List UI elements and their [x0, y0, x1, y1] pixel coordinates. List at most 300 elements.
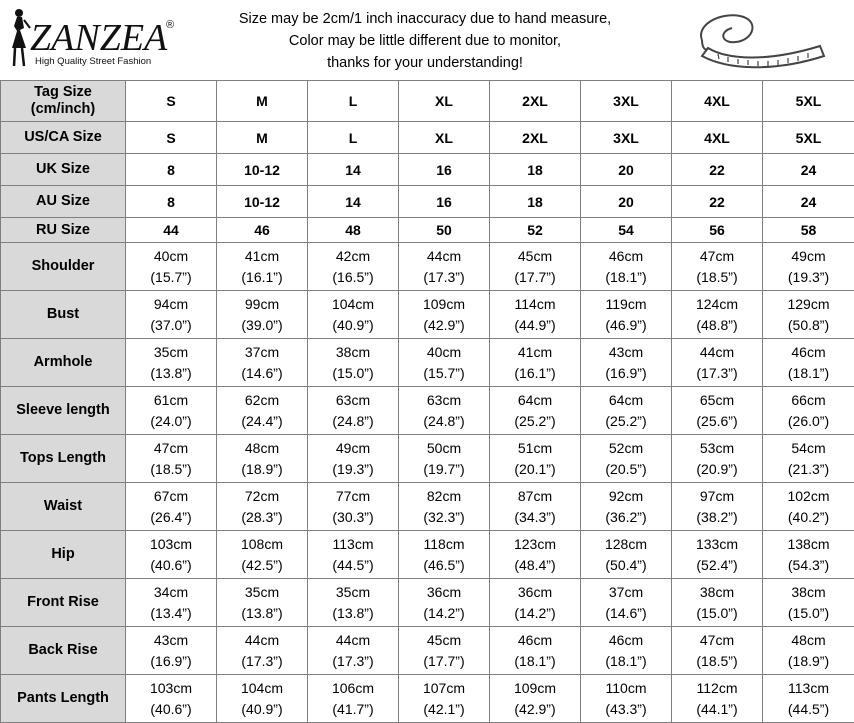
cm-value: 37cm	[581, 582, 671, 603]
inch-value: (14.2”)	[399, 603, 489, 624]
measurement-cell	[308, 531, 399, 579]
inch-value: (16.9”)	[581, 363, 671, 384]
cm-value: 103cm	[126, 534, 216, 555]
inch-value: (42.1”)	[399, 699, 489, 720]
size-value-cell: 24	[763, 154, 854, 186]
row-label: Pants Length	[1, 675, 126, 723]
cm-value: 109cm	[399, 294, 489, 315]
measurement-cell	[581, 387, 672, 435]
cm-value: 107cm	[399, 678, 489, 699]
row-label: UK Size	[1, 154, 126, 186]
notice-line: Size may be 2cm/1 inch inaccuracy due to hand measure,	[215, 8, 635, 30]
measurement-cell	[399, 483, 490, 531]
row-label: Waist	[1, 483, 126, 531]
inch-value: (20.9”)	[672, 459, 762, 480]
size-value-cell: 10-12	[217, 154, 308, 186]
brand-logo	[2, 4, 177, 74]
measurement-cell	[672, 339, 763, 387]
inch-value: (50.4”)	[581, 555, 671, 576]
measurement-cell	[490, 387, 581, 435]
inch-value: (44.9”)	[490, 315, 580, 336]
inch-value: (39.0”)	[217, 315, 307, 336]
measurement-cell	[126, 675, 217, 723]
measurement-cell	[126, 387, 217, 435]
measurement-cell	[672, 627, 763, 675]
cm-value: 87cm	[490, 486, 580, 507]
inch-value: (18.5”)	[126, 459, 216, 480]
cm-value: 113cm	[763, 678, 854, 699]
cm-value: 106cm	[308, 678, 398, 699]
measurement-cell	[217, 531, 308, 579]
cm-value: 35cm	[217, 582, 307, 603]
inch-value: (18.1”)	[581, 267, 671, 288]
measurement-cell	[672, 291, 763, 339]
inch-value: (14.6”)	[581, 603, 671, 624]
cm-value: 36cm	[399, 582, 489, 603]
measurement-cell	[308, 579, 399, 627]
size-value-cell: 54	[581, 218, 672, 243]
size-value-cell: 2XL	[490, 81, 581, 122]
inch-value: (24.0”)	[126, 411, 216, 432]
cm-value: 64cm	[490, 390, 580, 411]
cm-value: 47cm	[126, 438, 216, 459]
size-value-cell: 10-12	[217, 186, 308, 218]
cm-value: 45cm	[490, 246, 580, 267]
cm-value: 38cm	[308, 342, 398, 363]
measurement-cell	[581, 339, 672, 387]
measurement-cell	[763, 579, 854, 627]
measurement-cell	[763, 291, 854, 339]
measurement-cell	[308, 627, 399, 675]
inch-value: (17.7”)	[490, 267, 580, 288]
inch-value: (52.4”)	[672, 555, 762, 576]
measurement-cell	[581, 435, 672, 483]
header	[0, 0, 854, 80]
cm-value: 38cm	[763, 582, 854, 603]
inch-value: (15.7”)	[399, 363, 489, 384]
measurement-cell	[490, 675, 581, 723]
cm-value: 77cm	[308, 486, 398, 507]
inch-value: (15.0”)	[308, 363, 398, 384]
inch-value: (26.4”)	[126, 507, 216, 528]
cm-value: 47cm	[672, 246, 762, 267]
cm-value: 102cm	[763, 486, 854, 507]
cm-value: 72cm	[217, 486, 307, 507]
measurement-cell	[217, 243, 308, 291]
notice-line: thanks for your understanding!	[215, 52, 635, 74]
size-system-row	[1, 154, 854, 186]
size-value-cell: M	[217, 81, 308, 122]
measurement-cell	[672, 579, 763, 627]
size-value-cell: 22	[672, 154, 763, 186]
measurement-cell	[217, 339, 308, 387]
cm-value: 43cm	[126, 630, 216, 651]
size-value-cell: 20	[581, 154, 672, 186]
cm-value: 64cm	[581, 390, 671, 411]
row-label: Armhole	[1, 339, 126, 387]
measurement-cell	[308, 483, 399, 531]
size-system-row	[1, 81, 854, 122]
size-value-cell: 20	[581, 186, 672, 218]
inch-value: (18.9”)	[763, 651, 854, 672]
size-chart-table	[0, 80, 854, 723]
measurement-cell	[399, 627, 490, 675]
measurement-row	[1, 339, 854, 387]
cm-value: 38cm	[672, 582, 762, 603]
size-value-cell: S	[126, 81, 217, 122]
size-value-cell: 5XL	[763, 81, 854, 122]
measurement-cell	[763, 387, 854, 435]
measurement-cell	[672, 387, 763, 435]
cm-value: 67cm	[126, 486, 216, 507]
cm-value: 50cm	[399, 438, 489, 459]
measurement-cell	[399, 243, 490, 291]
size-value-cell: 14	[308, 154, 399, 186]
cm-value: 35cm	[126, 342, 216, 363]
measurement-cell	[126, 339, 217, 387]
measurement-cell	[126, 435, 217, 483]
cm-value: 42cm	[308, 246, 398, 267]
inch-value: (40.2”)	[763, 507, 854, 528]
inch-value: (46.9”)	[581, 315, 671, 336]
inch-value: (19.3”)	[763, 267, 854, 288]
cm-value: 129cm	[763, 294, 854, 315]
cm-value: 128cm	[581, 534, 671, 555]
inch-value: (24.4”)	[217, 411, 307, 432]
measurement-cell	[399, 675, 490, 723]
measurement-cell	[217, 387, 308, 435]
cm-value: 36cm	[490, 582, 580, 603]
inch-value: (13.8”)	[126, 363, 216, 384]
inch-value: (19.7”)	[399, 459, 489, 480]
measurement-cell	[490, 483, 581, 531]
inch-value: (21.3”)	[763, 459, 854, 480]
cm-value: 110cm	[581, 678, 671, 699]
cm-value: 46cm	[763, 342, 854, 363]
cm-value: 53cm	[672, 438, 762, 459]
measurement-cell	[399, 435, 490, 483]
inch-value: (18.1”)	[581, 651, 671, 672]
cm-value: 119cm	[581, 294, 671, 315]
inch-value: (20.5”)	[581, 459, 671, 480]
measurement-cell	[490, 243, 581, 291]
cm-value: 41cm	[490, 342, 580, 363]
cm-value: 124cm	[672, 294, 762, 315]
inch-value: (40.9”)	[308, 315, 398, 336]
inch-value: (18.5”)	[672, 651, 762, 672]
cm-value: 103cm	[126, 678, 216, 699]
measurement-cell	[581, 579, 672, 627]
cm-value: 46cm	[581, 246, 671, 267]
measurement-cell	[308, 291, 399, 339]
cm-value: 133cm	[672, 534, 762, 555]
measurement-cell	[308, 339, 399, 387]
inch-value: (17.7”)	[399, 651, 489, 672]
measurement-cell	[490, 627, 581, 675]
cm-value: 118cm	[399, 534, 489, 555]
measurement-cell	[308, 675, 399, 723]
inch-value: (43.3”)	[581, 699, 671, 720]
measurement-cell	[126, 483, 217, 531]
inch-value: (25.2”)	[490, 411, 580, 432]
cm-value: 44cm	[217, 630, 307, 651]
measurement-cell	[126, 579, 217, 627]
measurement-cell	[763, 531, 854, 579]
inch-value: (14.6”)	[217, 363, 307, 384]
size-value-cell: 16	[399, 154, 490, 186]
cm-value: 48cm	[763, 630, 854, 651]
cm-value: 40cm	[126, 246, 216, 267]
size-value-cell: M	[217, 122, 308, 154]
cm-value: 92cm	[581, 486, 671, 507]
cm-value: 113cm	[308, 534, 398, 555]
size-value-cell: 18	[490, 154, 581, 186]
row-label: Tag Size (cm/inch)	[1, 81, 126, 122]
row-label: AU Size	[1, 186, 126, 218]
inch-value: (38.2”)	[672, 507, 762, 528]
measurement-cell	[308, 243, 399, 291]
cm-value: 49cm	[763, 246, 854, 267]
measurement-cell	[308, 435, 399, 483]
measurement-cell	[763, 627, 854, 675]
registered-mark: ®	[166, 19, 174, 31]
inch-value: (24.8”)	[308, 411, 398, 432]
cm-value: 41cm	[217, 246, 307, 267]
measurement-cell	[217, 483, 308, 531]
row-label: Front Rise	[1, 579, 126, 627]
inch-value: (18.1”)	[490, 651, 580, 672]
inch-value: (30.3”)	[308, 507, 398, 528]
size-value-cell: 56	[672, 218, 763, 243]
measurement-row	[1, 387, 854, 435]
inch-value: (37.0”)	[126, 315, 216, 336]
size-value-cell: 8	[126, 154, 217, 186]
measurement-cell	[490, 339, 581, 387]
size-notice	[215, 8, 635, 74]
measurement-cell	[217, 579, 308, 627]
inch-value: (25.6”)	[672, 411, 762, 432]
measurement-cell	[399, 387, 490, 435]
cm-value: 82cm	[399, 486, 489, 507]
cm-value: 66cm	[763, 390, 854, 411]
measurement-row	[1, 483, 854, 531]
size-value-cell: 44	[126, 218, 217, 243]
row-label: Sleeve length	[1, 387, 126, 435]
cm-value: 54cm	[763, 438, 854, 459]
measurement-cell	[217, 435, 308, 483]
cm-value: 51cm	[490, 438, 580, 459]
inch-value: (17.3”)	[672, 363, 762, 384]
size-value-cell: 3XL	[581, 122, 672, 154]
inch-value: (15.0”)	[672, 603, 762, 624]
size-value-cell: 48	[308, 218, 399, 243]
cm-value: 37cm	[217, 342, 307, 363]
size-value-cell: 5XL	[763, 122, 854, 154]
inch-value: (44.5”)	[308, 555, 398, 576]
inch-value: (17.3”)	[308, 651, 398, 672]
size-value-cell: 58	[763, 218, 854, 243]
cm-value: 34cm	[126, 582, 216, 603]
inch-value: (15.7”)	[126, 267, 216, 288]
measurement-cell	[581, 291, 672, 339]
cm-value: 63cm	[308, 390, 398, 411]
measurement-row	[1, 243, 854, 291]
size-value-cell: 3XL	[581, 81, 672, 122]
cm-value: 48cm	[217, 438, 307, 459]
measurement-cell	[672, 483, 763, 531]
measurement-cell	[126, 531, 217, 579]
measurement-cell	[581, 627, 672, 675]
cm-value: 44cm	[308, 630, 398, 651]
inch-value: (16.1”)	[490, 363, 580, 384]
measurement-cell	[672, 243, 763, 291]
cm-value: 43cm	[581, 342, 671, 363]
measurement-cell	[763, 339, 854, 387]
measurement-row	[1, 291, 854, 339]
measurement-cell	[763, 675, 854, 723]
cm-value: 44cm	[672, 342, 762, 363]
measurement-cell	[126, 243, 217, 291]
cm-value: 104cm	[308, 294, 398, 315]
inch-value: (20.1”)	[490, 459, 580, 480]
cm-value: 63cm	[399, 390, 489, 411]
size-value-cell: 52	[490, 218, 581, 243]
row-label: Back Rise	[1, 627, 126, 675]
size-value-cell: 46	[217, 218, 308, 243]
cm-value: 47cm	[672, 630, 762, 651]
inch-value: (40.9”)	[217, 699, 307, 720]
measurement-cell	[308, 387, 399, 435]
inch-value: (13.8”)	[217, 603, 307, 624]
row-label: Shoulder	[1, 243, 126, 291]
row-label: Tops Length	[1, 435, 126, 483]
brand-name: ZANZEA	[30, 17, 168, 59]
measurement-row	[1, 675, 854, 723]
inch-value: (19.3”)	[308, 459, 398, 480]
measurement-cell	[581, 243, 672, 291]
cm-value: 44cm	[399, 246, 489, 267]
inch-value: (18.1”)	[763, 363, 854, 384]
cm-value: 52cm	[581, 438, 671, 459]
row-label: Hip	[1, 531, 126, 579]
inch-value: (32.3”)	[399, 507, 489, 528]
measurement-cell	[126, 627, 217, 675]
cm-value: 114cm	[490, 294, 580, 315]
measurement-cell	[672, 531, 763, 579]
inch-value: (42.9”)	[399, 315, 489, 336]
measurement-cell	[763, 483, 854, 531]
inch-value: (54.3”)	[763, 555, 854, 576]
size-value-cell: 24	[763, 186, 854, 218]
size-value-cell: 16	[399, 186, 490, 218]
cm-value: 94cm	[126, 294, 216, 315]
inch-value: (24.8”)	[399, 411, 489, 432]
cm-value: 97cm	[672, 486, 762, 507]
cm-value: 108cm	[217, 534, 307, 555]
inch-value: (17.3”)	[399, 267, 489, 288]
cm-value: 99cm	[217, 294, 307, 315]
size-value-cell: 4XL	[672, 81, 763, 122]
row-label: US/CA Size	[1, 122, 126, 154]
inch-value: (15.0”)	[763, 603, 854, 624]
size-value-cell: 22	[672, 186, 763, 218]
cm-value: 61cm	[126, 390, 216, 411]
measurement-cell	[217, 291, 308, 339]
inch-value: (14.2”)	[490, 603, 580, 624]
inch-value: (41.7”)	[308, 699, 398, 720]
measurement-row	[1, 579, 854, 627]
inch-value: (42.9”)	[490, 699, 580, 720]
size-system-row	[1, 218, 854, 243]
inch-value: (42.5”)	[217, 555, 307, 576]
inch-value: (25.2”)	[581, 411, 671, 432]
size-value-cell: 4XL	[672, 122, 763, 154]
measurement-cell	[217, 675, 308, 723]
size-value-cell: L	[308, 122, 399, 154]
cm-value: 49cm	[308, 438, 398, 459]
cm-value: 123cm	[490, 534, 580, 555]
row-label: Bust	[1, 291, 126, 339]
cm-value: 109cm	[490, 678, 580, 699]
cm-value: 62cm	[217, 390, 307, 411]
inch-value: (40.6”)	[126, 699, 216, 720]
cm-value: 65cm	[672, 390, 762, 411]
cm-value: 46cm	[490, 630, 580, 651]
cm-value: 112cm	[672, 678, 762, 699]
measurement-cell	[399, 291, 490, 339]
cm-value: 40cm	[399, 342, 489, 363]
measurement-cell	[490, 531, 581, 579]
size-value-cell: L	[308, 81, 399, 122]
inch-value: (48.4”)	[490, 555, 580, 576]
measurement-cell	[126, 291, 217, 339]
measurement-cell	[763, 435, 854, 483]
inch-value: (18.5”)	[672, 267, 762, 288]
measurement-cell	[581, 531, 672, 579]
measurement-cell	[490, 579, 581, 627]
inch-value: (40.6”)	[126, 555, 216, 576]
inch-value: (26.0”)	[763, 411, 854, 432]
measurement-cell	[490, 435, 581, 483]
inch-value: (44.5”)	[763, 699, 854, 720]
measurement-cell	[490, 291, 581, 339]
inch-value: (48.8”)	[672, 315, 762, 336]
inch-value: (18.9”)	[217, 459, 307, 480]
size-value-cell: XL	[399, 122, 490, 154]
measurement-cell	[217, 627, 308, 675]
size-value-cell: 18	[490, 186, 581, 218]
measurement-cell	[672, 435, 763, 483]
inch-value: (16.9”)	[126, 651, 216, 672]
cm-value: 45cm	[399, 630, 489, 651]
inch-value: (44.1”)	[672, 699, 762, 720]
inch-value: (46.5”)	[399, 555, 489, 576]
cm-value: 104cm	[217, 678, 307, 699]
inch-value: (34.3”)	[490, 507, 580, 528]
brand-tagline: High Quality Street Fashion	[35, 56, 151, 67]
measurement-cell	[672, 675, 763, 723]
measurement-cell	[763, 243, 854, 291]
measurement-cell	[581, 483, 672, 531]
measuring-tape-icon	[688, 6, 828, 72]
row-label: RU Size	[1, 218, 126, 243]
measurement-cell	[581, 675, 672, 723]
inch-value: (13.8”)	[308, 603, 398, 624]
cm-value: 138cm	[763, 534, 854, 555]
inch-value: (50.8”)	[763, 315, 854, 336]
inch-value: (17.3”)	[217, 651, 307, 672]
measurement-cell	[399, 531, 490, 579]
